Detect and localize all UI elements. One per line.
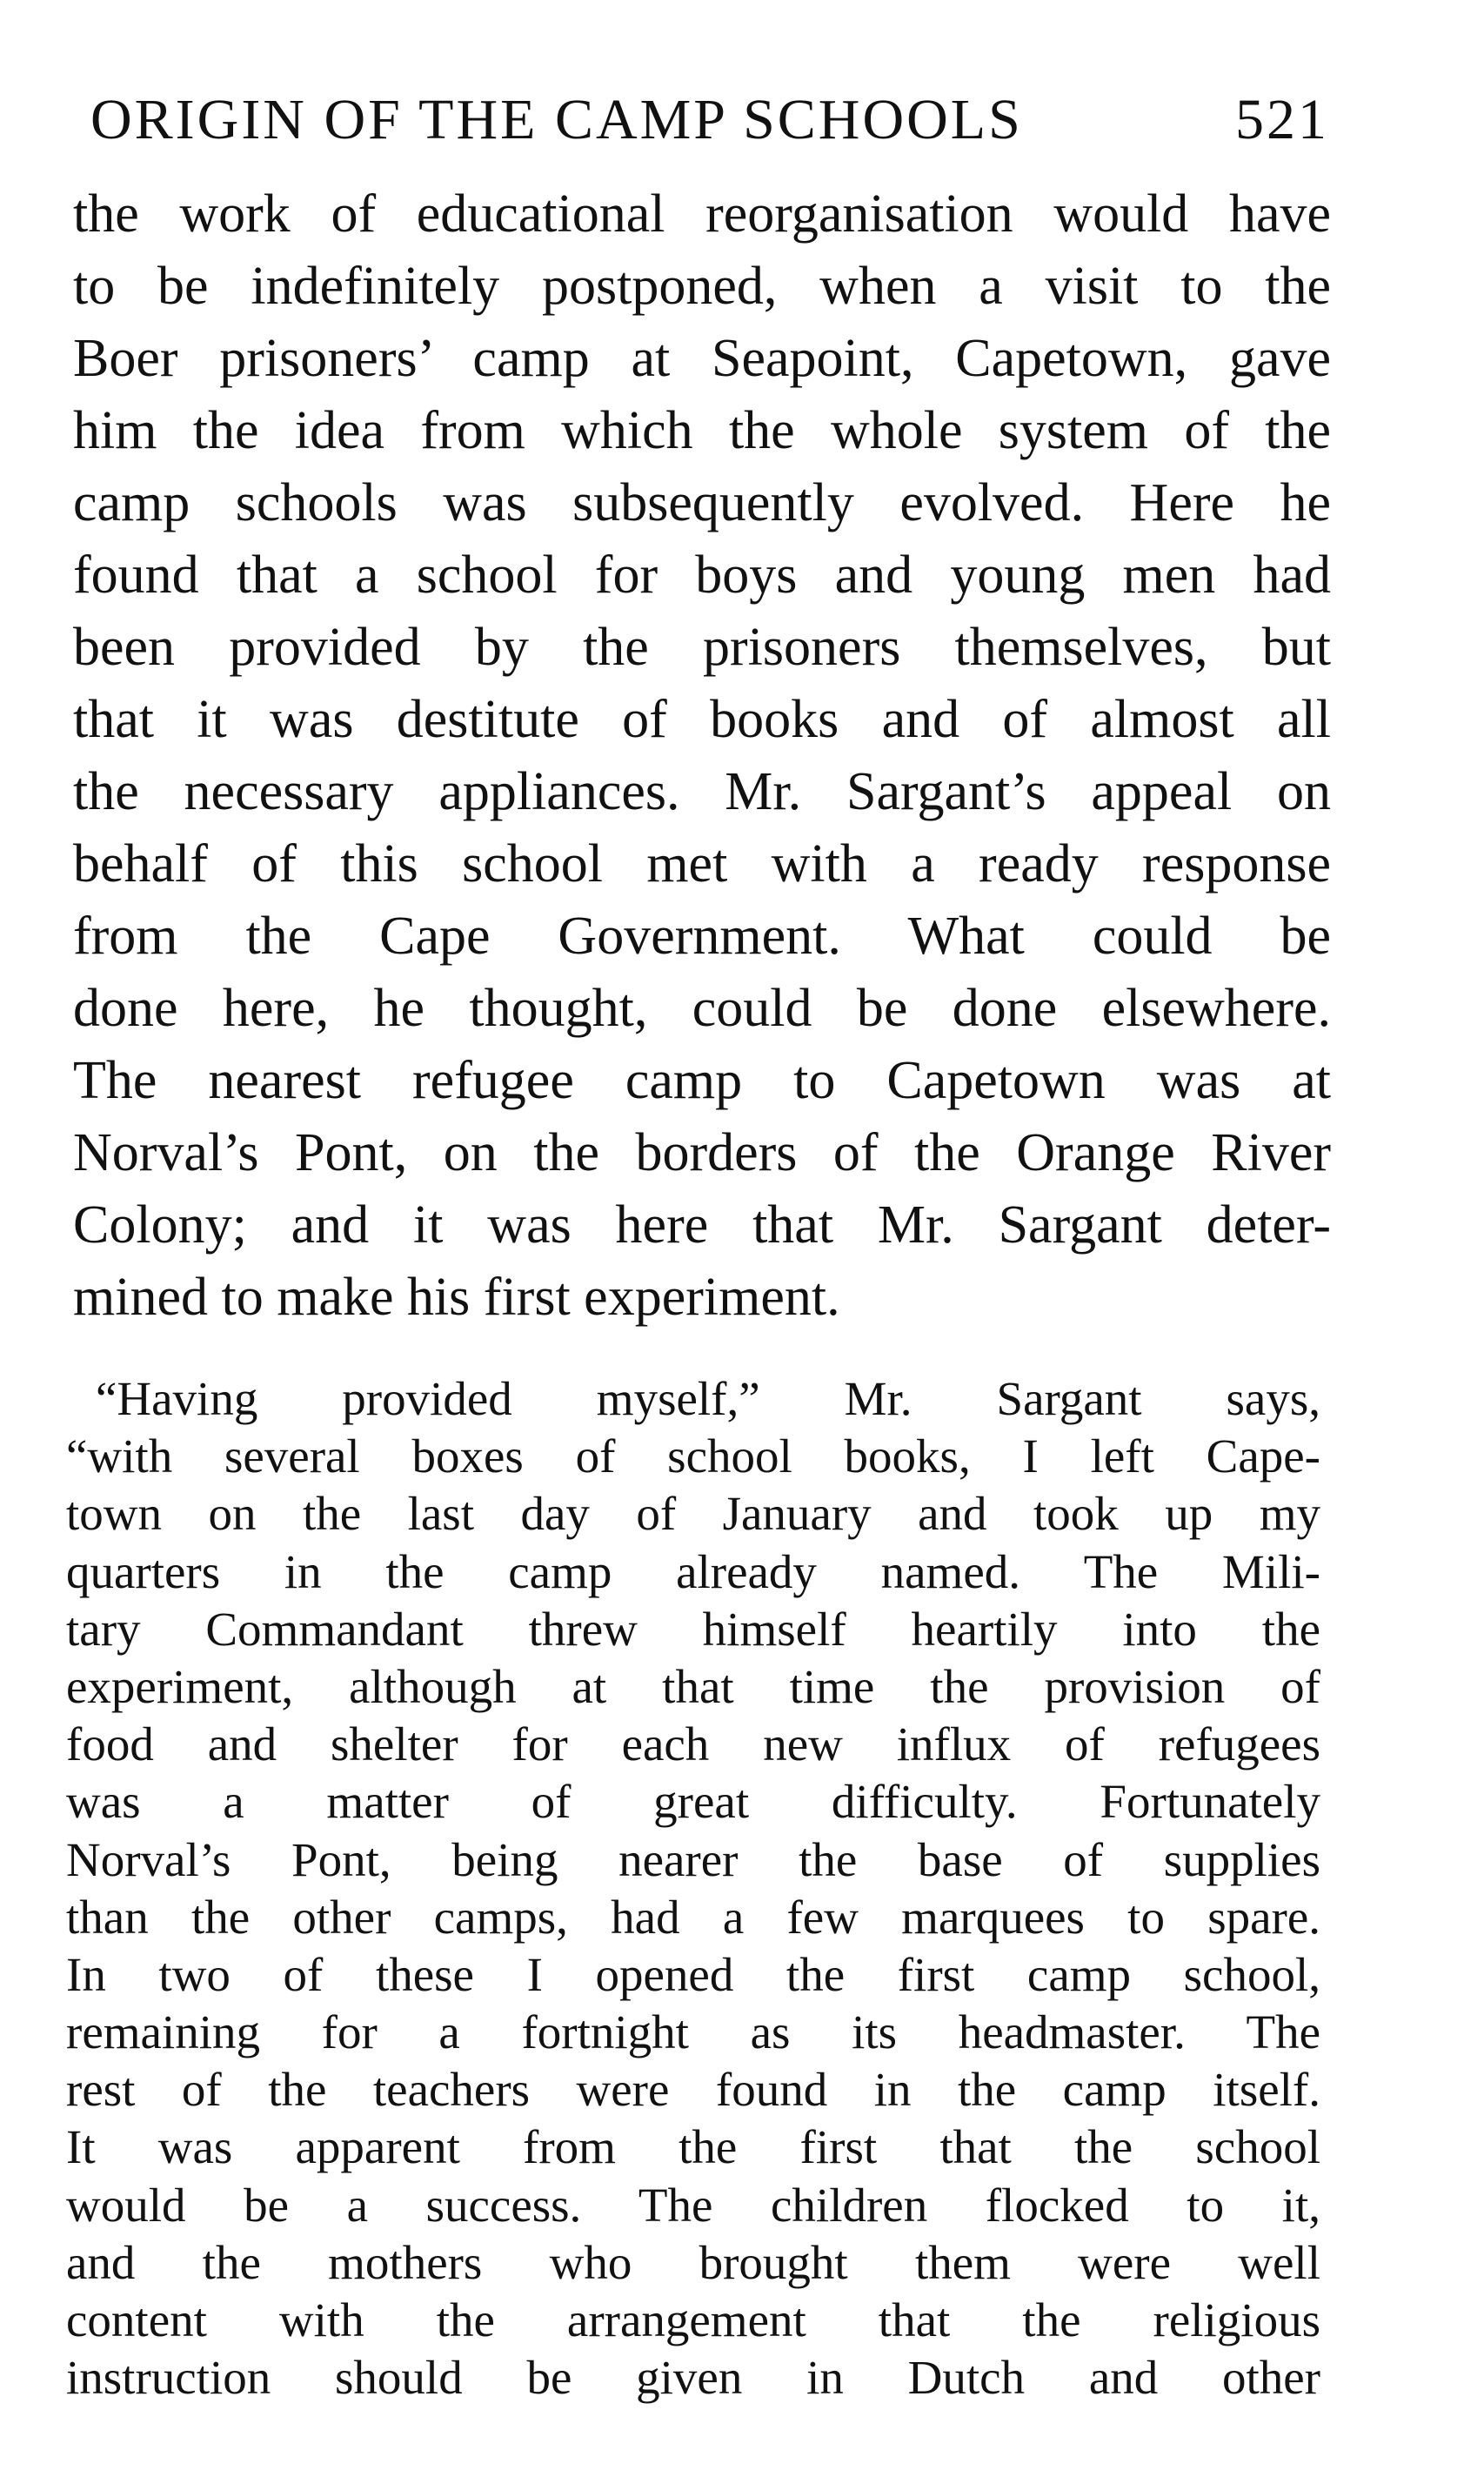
text-line: experiment, although at that time the provision of bbox=[66, 1659, 1320, 1713]
text-line: behalf of this school met with a ready response bbox=[73, 834, 1331, 894]
text-line: quarters in the camp already named. The Mili- bbox=[66, 1544, 1320, 1598]
running-title: ORIGIN OF THE CAMP SCHOOLS bbox=[90, 88, 1023, 151]
text-line: the necessary appliances. Mr. Sargant’s appeal on bbox=[73, 762, 1331, 821]
text-line: tary Commandant threw himself heartily into the bbox=[66, 1602, 1320, 1656]
text-line: the work of educational reorganisation would have bbox=[73, 184, 1331, 244]
text-line: would be a success. The children flocked to it, bbox=[66, 2178, 1320, 2232]
text-line: found that a school for boys and young men had bbox=[73, 546, 1331, 605]
text-line: camp schools was subsequently evolved. Here he bbox=[73, 473, 1331, 532]
text-line: In two of these I opened the first camp school, bbox=[66, 1947, 1320, 2001]
text-line: was a matter of great difficulty. Fortunately bbox=[66, 1775, 1320, 1829]
text-line: food and shelter for each new influx of refugees bbox=[66, 1717, 1320, 1771]
text-line: “with several boxes of school books, I left Cape- bbox=[66, 1429, 1320, 1483]
paragraph-1 bbox=[73, 178, 1331, 1334]
text-line: It was apparent from the first that the school bbox=[66, 2120, 1320, 2174]
text-line: than the other camps, had a few marquees to spare. bbox=[66, 1890, 1320, 1944]
text-line: content with the arrangement that the religious bbox=[66, 2293, 1320, 2346]
text-line: done here, he thought, could be done elsewhere. bbox=[73, 979, 1331, 1038]
text-line: town on the last day of January and took up my bbox=[66, 1487, 1320, 1541]
text-line: remaining for a fortnight as its headmaster. The bbox=[66, 2005, 1320, 2059]
text-line: Boer prisoners’ camp at Seapoint, Capetown, gave bbox=[73, 329, 1331, 388]
text-line: mined to make his first experiment. bbox=[73, 1268, 840, 1327]
text-line: to be indefinitely postponed, when a visit to the bbox=[73, 257, 1331, 316]
paragraph-2 bbox=[66, 1370, 1320, 2406]
text-line: been provided by the prisoners themselves, but bbox=[73, 618, 1331, 677]
text-line: rest of the teachers were found in the camp itself. bbox=[66, 2063, 1320, 2117]
running-header bbox=[90, 87, 1329, 153]
text-line: from the Cape Government. What could be bbox=[73, 907, 1331, 966]
text-line: him the idea from which the whole system of the bbox=[73, 401, 1331, 460]
text-line: The nearest refugee camp to Capetown was at bbox=[73, 1051, 1331, 1110]
text-line: that it was destitute of books and of almost all bbox=[73, 690, 1331, 749]
text-line: Norval’s Pont, being nearer the base of supplies bbox=[66, 1832, 1320, 1886]
text-line: Colony; and it was here that Mr. Sargant deter- bbox=[73, 1195, 1331, 1255]
text-line: instruction should be given in Dutch and other bbox=[66, 2351, 1320, 2405]
text-line: “Having provided myself,” Mr. Sargant says, bbox=[96, 1372, 1320, 1425]
text-line: and the mothers who brought them were well bbox=[66, 2235, 1320, 2289]
text-line: Norval’s Pont, on the borders of the Orange River bbox=[73, 1123, 1331, 1182]
page-number: 521 bbox=[1235, 88, 1329, 151]
